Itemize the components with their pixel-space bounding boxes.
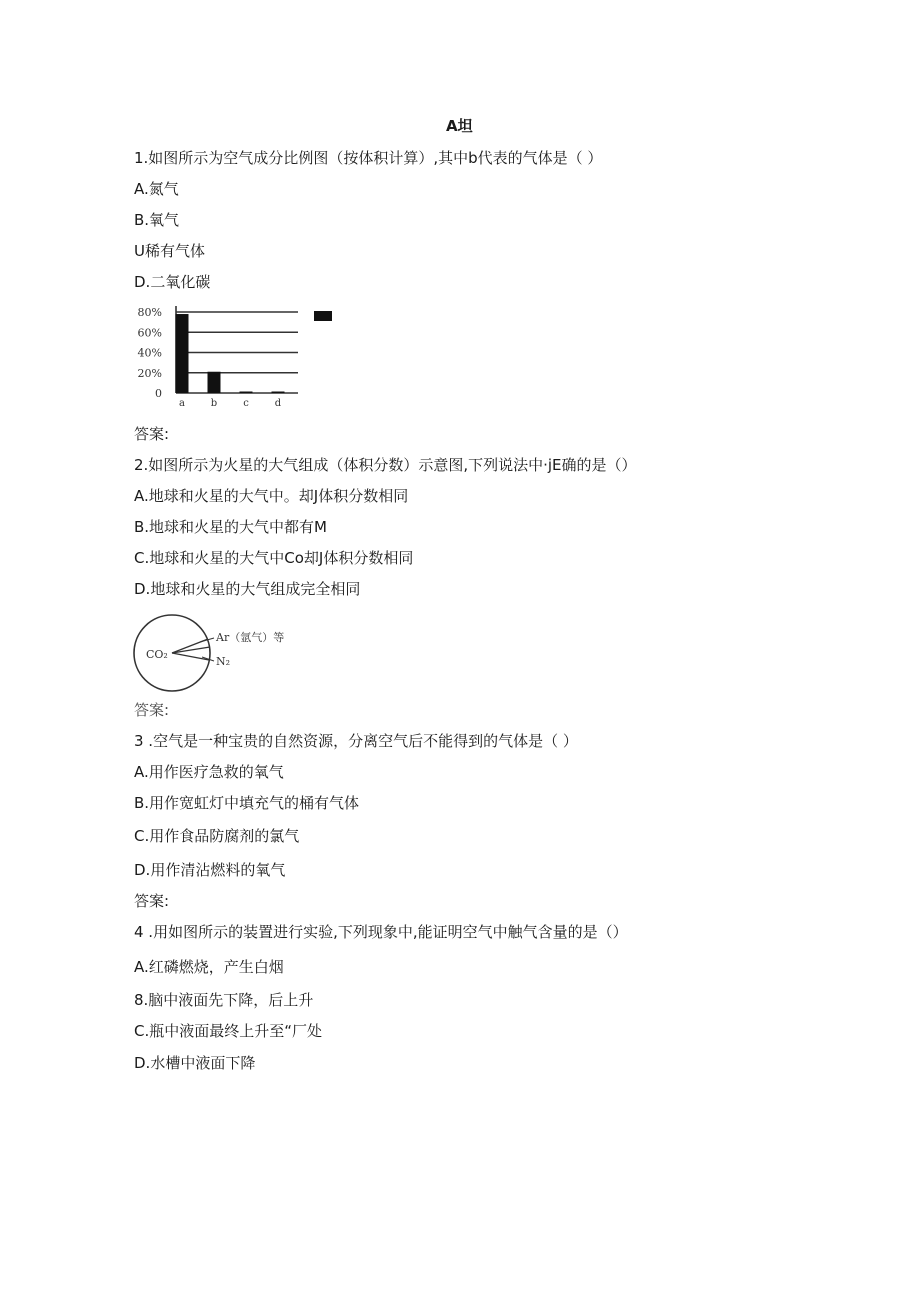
q4-option-a: A.红磷燃烧，产生白烟 bbox=[134, 958, 284, 976]
q4-stem: 4 .用如图所示的装置进行实验,下列现象中,能证明空气中触气含量的是（） bbox=[134, 923, 628, 941]
y-tick-label: 40% bbox=[137, 346, 162, 360]
q2-answer-label: 答案: bbox=[134, 701, 170, 719]
q2-stem: 2.如图所示为火星的大气组成（体积分数）示意图,下列说法中·jE确的是（） bbox=[134, 456, 637, 474]
q1-stem: 1.如图所示为空气成分比例图（按体积计算）,其中b代表的气体是（ ） bbox=[134, 149, 603, 167]
bar-b bbox=[208, 372, 221, 393]
q3-stem: 3 .空气是一种宝贵的自然资源，分离空气后不能得到的气体是（ ） bbox=[134, 732, 578, 750]
x-tick-label: d bbox=[274, 398, 282, 409]
q4-option-d: D.水槽中液面下降 bbox=[134, 1054, 256, 1072]
pie-wedge-line bbox=[172, 653, 209, 660]
q3-option-b: B.用作宽虹灯中填充气的桶有气体 bbox=[134, 794, 360, 812]
q1-option-b: B.氧气 bbox=[134, 211, 180, 229]
mars-atmosphere-pie-diagram bbox=[128, 610, 303, 702]
q3-answer-label: 答案: bbox=[134, 892, 170, 910]
q2-option-d: D.地球和火星的大气组成完全相同 bbox=[134, 580, 361, 598]
q3-option-d: D.用作清沾燃料的氧气 bbox=[134, 861, 286, 879]
pie-wedge-line bbox=[172, 647, 210, 653]
y-tick-label: 80% bbox=[137, 306, 162, 319]
x-tick-label: c bbox=[243, 398, 249, 409]
y-tick-label: 0 bbox=[155, 387, 162, 400]
y-tick-label: 60% bbox=[137, 326, 162, 340]
q2-option-b: B.地球和火星的大气中都有M bbox=[134, 518, 328, 536]
y-tick-label: 20% bbox=[137, 366, 162, 380]
air-composition-bar-chart bbox=[126, 300, 341, 410]
q3-option-c: C.用作食品防腐剂的氯气 bbox=[134, 827, 300, 845]
page-title: A坦 bbox=[446, 117, 473, 135]
q3-option-a: A.用作医疗急救的氧气 bbox=[134, 763, 284, 781]
q1-option-c: U稀有气体 bbox=[134, 242, 205, 260]
q4-option-b: 8.脑中液面先下降，后上升 bbox=[134, 991, 314, 1009]
q1-option-d: D.二氧化碳 bbox=[134, 273, 211, 291]
label-n2: N₂ bbox=[216, 655, 231, 668]
q2-option-a: A.地球和火星的大气中。却J体积分数相同 bbox=[134, 487, 409, 505]
bar-a bbox=[176, 314, 189, 393]
q4-option-c: C.瓶中液面最终上升至“厂处 bbox=[134, 1022, 323, 1040]
x-tick-label: a bbox=[179, 398, 185, 409]
bar-d bbox=[272, 392, 285, 394]
q1-answer-label: 答案: bbox=[134, 425, 170, 443]
label-ar: Ar（氩气）等 bbox=[216, 631, 285, 644]
x-tick-label: b bbox=[210, 398, 218, 409]
q2-option-c: C.地球和火星的大气中Co却J体积分数相同 bbox=[134, 549, 414, 567]
bar-c bbox=[240, 392, 253, 394]
label-co2: CO₂ bbox=[146, 648, 168, 661]
q1-option-a: A.氮气 bbox=[134, 180, 179, 198]
legend-swatch bbox=[314, 311, 332, 321]
